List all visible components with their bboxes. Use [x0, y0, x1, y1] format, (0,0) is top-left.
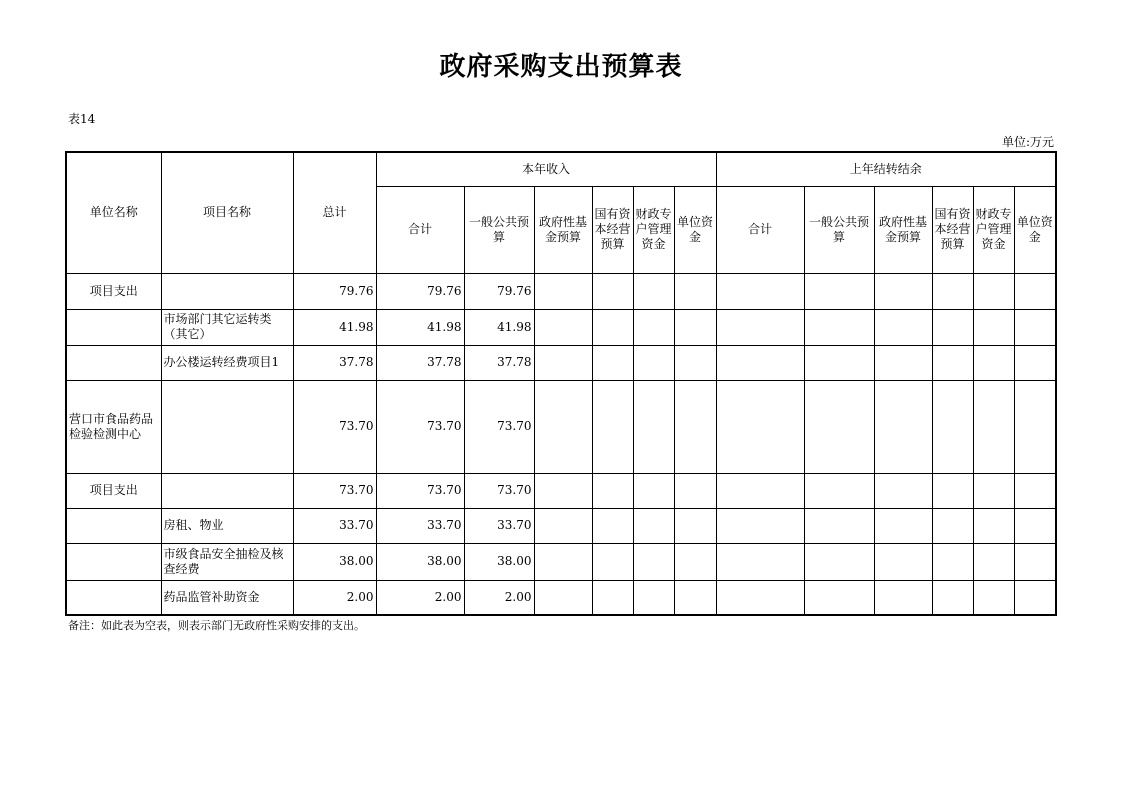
- cell-empty: [592, 543, 633, 580]
- budget-table: [65, 151, 1057, 616]
- cell-empty: [932, 580, 973, 615]
- cell-unit: [66, 508, 161, 543]
- cell-general-budget: 37.78: [464, 345, 534, 380]
- header-carryover-fiscal-special: 财政专户管理资金: [973, 186, 1014, 273]
- cell-empty: [592, 380, 633, 473]
- cell-general-budget: 2.00: [464, 580, 534, 615]
- header-income-general-budget: 一般公共预算: [464, 186, 534, 273]
- header-carryover-state-capital: 国有资本经营预算: [932, 186, 973, 273]
- cell-total: 38.00: [293, 543, 376, 580]
- header-project-name: 项目名称: [161, 152, 293, 273]
- cell-empty: [874, 543, 932, 580]
- table-row: [66, 273, 1056, 309]
- cell-empty: [1014, 380, 1056, 473]
- table-row: [66, 580, 1056, 615]
- table-row: [66, 473, 1056, 508]
- cell-general-budget: 73.70: [464, 473, 534, 508]
- cell-empty: [534, 543, 592, 580]
- cell-empty: [633, 345, 674, 380]
- cell-empty: [674, 309, 716, 345]
- cell-empty: [674, 580, 716, 615]
- cell-total: 73.70: [293, 380, 376, 473]
- cell-project: 药品监管补助资金: [161, 580, 293, 615]
- cell-project: [161, 473, 293, 508]
- cell-empty: [1014, 508, 1056, 543]
- header-current-year-income: 本年收入: [376, 152, 716, 186]
- cell-empty: [973, 473, 1014, 508]
- cell-empty: [592, 309, 633, 345]
- cell-empty: [1014, 309, 1056, 345]
- cell-income-total: 2.00: [376, 580, 464, 615]
- header-income-subtotal: 合计: [376, 186, 464, 273]
- table-row: [66, 380, 1056, 473]
- cell-project: 市级食品安全抽检及核查经费: [161, 543, 293, 580]
- cell-unit: 项目支出: [66, 273, 161, 309]
- cell-income-total: 73.70: [376, 380, 464, 473]
- cell-empty: [973, 580, 1014, 615]
- header-unit-name: 单位名称: [66, 152, 161, 273]
- cell-empty: [804, 309, 874, 345]
- cell-empty: [592, 273, 633, 309]
- header-income-state-capital: 国有资本经营预算: [592, 186, 633, 273]
- cell-project: [161, 380, 293, 473]
- header-carryover-unit-funds: 单位资金: [1014, 186, 1056, 273]
- cell-empty: [674, 380, 716, 473]
- cell-empty: [592, 580, 633, 615]
- cell-empty: [874, 508, 932, 543]
- cell-unit: [66, 309, 161, 345]
- cell-empty: [716, 309, 804, 345]
- cell-empty: [1014, 543, 1056, 580]
- header-carryover-subtotal: 合计: [716, 186, 804, 273]
- cell-income-total: 38.00: [376, 543, 464, 580]
- cell-general-budget: 33.70: [464, 508, 534, 543]
- cell-project: 办公楼运转经费项目1: [161, 345, 293, 380]
- cell-unit: 营口市食品药品检验检测中心: [66, 380, 161, 473]
- cell-income-total: 41.98: [376, 309, 464, 345]
- cell-total: 33.70: [293, 508, 376, 543]
- cell-empty: [932, 345, 973, 380]
- cell-income-total: 33.70: [376, 508, 464, 543]
- table-number: 表14: [68, 112, 96, 126]
- header-carryover-general-budget: 一般公共预算: [804, 186, 874, 273]
- cell-empty: [633, 473, 674, 508]
- cell-empty: [804, 273, 874, 309]
- cell-empty: [534, 473, 592, 508]
- cell-empty: [716, 380, 804, 473]
- cell-empty: [674, 543, 716, 580]
- cell-empty: [716, 273, 804, 309]
- cell-project: 市场部门其它运转类（其它）: [161, 309, 293, 345]
- footnote: 备注：如此表为空表，则表示部门无政府性采购安排的支出。: [68, 619, 365, 632]
- cell-project: 房租、物业: [161, 508, 293, 543]
- cell-empty: [973, 508, 1014, 543]
- cell-empty: [716, 345, 804, 380]
- cell-empty: [1014, 473, 1056, 508]
- header-total: 总计: [293, 152, 376, 273]
- cell-income-total: 79.76: [376, 273, 464, 309]
- table-row: [66, 345, 1056, 380]
- cell-empty: [534, 580, 592, 615]
- cell-empty: [534, 273, 592, 309]
- page-title: 政府采购支出预算表: [439, 52, 683, 82]
- cell-empty: [804, 380, 874, 473]
- cell-empty: [804, 473, 874, 508]
- cell-empty: [932, 380, 973, 473]
- cell-empty: [973, 543, 1014, 580]
- cell-empty: [1014, 580, 1056, 615]
- cell-empty: [592, 473, 633, 508]
- cell-empty: [973, 309, 1014, 345]
- cell-total: 2.00: [293, 580, 376, 615]
- cell-empty: [804, 345, 874, 380]
- cell-empty: [1014, 345, 1056, 380]
- cell-empty: [874, 380, 932, 473]
- cell-empty: [973, 380, 1014, 473]
- cell-unit: [66, 345, 161, 380]
- header-income-unit-funds: 单位资金: [674, 186, 716, 273]
- cell-empty: [674, 345, 716, 380]
- cell-income-total: 37.78: [376, 345, 464, 380]
- cell-empty: [534, 380, 592, 473]
- cell-empty: [633, 309, 674, 345]
- cell-empty: [633, 380, 674, 473]
- header-carryover-gov-fund: 政府性基金预算: [874, 186, 932, 273]
- cell-empty: [804, 543, 874, 580]
- cell-project: [161, 273, 293, 309]
- cell-empty: [973, 345, 1014, 380]
- cell-unit: [66, 580, 161, 615]
- cell-total: 79.76: [293, 273, 376, 309]
- cell-empty: [874, 580, 932, 615]
- cell-empty: [592, 508, 633, 543]
- cell-empty: [932, 273, 973, 309]
- table-row: [66, 543, 1056, 580]
- cell-empty: [932, 543, 973, 580]
- cell-empty: [534, 508, 592, 543]
- cell-empty: [874, 309, 932, 345]
- cell-income-total: 73.70: [376, 473, 464, 508]
- cell-empty: [674, 273, 716, 309]
- cell-empty: [874, 345, 932, 380]
- cell-empty: [716, 473, 804, 508]
- cell-empty: [633, 580, 674, 615]
- cell-general-budget: 73.70: [464, 380, 534, 473]
- cell-empty: [932, 473, 973, 508]
- cell-empty: [633, 543, 674, 580]
- cell-empty: [633, 273, 674, 309]
- cell-unit: [66, 543, 161, 580]
- cell-general-budget: 79.76: [464, 273, 534, 309]
- cell-unit: 项目支出: [66, 473, 161, 508]
- cell-general-budget: 41.98: [464, 309, 534, 345]
- cell-empty: [534, 309, 592, 345]
- cell-total: 41.98: [293, 309, 376, 345]
- cell-total: 37.78: [293, 345, 376, 380]
- cell-empty: [633, 508, 674, 543]
- cell-empty: [973, 273, 1014, 309]
- cell-empty: [804, 580, 874, 615]
- cell-empty: [674, 473, 716, 508]
- cell-empty: [592, 345, 633, 380]
- table-row: [66, 508, 1056, 543]
- cell-empty: [534, 345, 592, 380]
- cell-total: 73.70: [293, 473, 376, 508]
- cell-empty: [716, 580, 804, 615]
- cell-empty: [932, 309, 973, 345]
- header-income-fiscal-special: 财政专户管理资金: [633, 186, 674, 273]
- cell-empty: [674, 508, 716, 543]
- unit-label: 单位:万元: [1001, 135, 1054, 149]
- cell-empty: [804, 508, 874, 543]
- cell-empty: [932, 508, 973, 543]
- cell-empty: [1014, 273, 1056, 309]
- table-row: [66, 309, 1056, 345]
- header-prior-year-carryover: 上年结转结余: [716, 152, 1056, 186]
- cell-general-budget: 38.00: [464, 543, 534, 580]
- cell-empty: [874, 273, 932, 309]
- cell-empty: [716, 508, 804, 543]
- cell-empty: [716, 543, 804, 580]
- cell-empty: [874, 473, 932, 508]
- header-income-gov-fund: 政府性基金预算: [534, 186, 592, 273]
